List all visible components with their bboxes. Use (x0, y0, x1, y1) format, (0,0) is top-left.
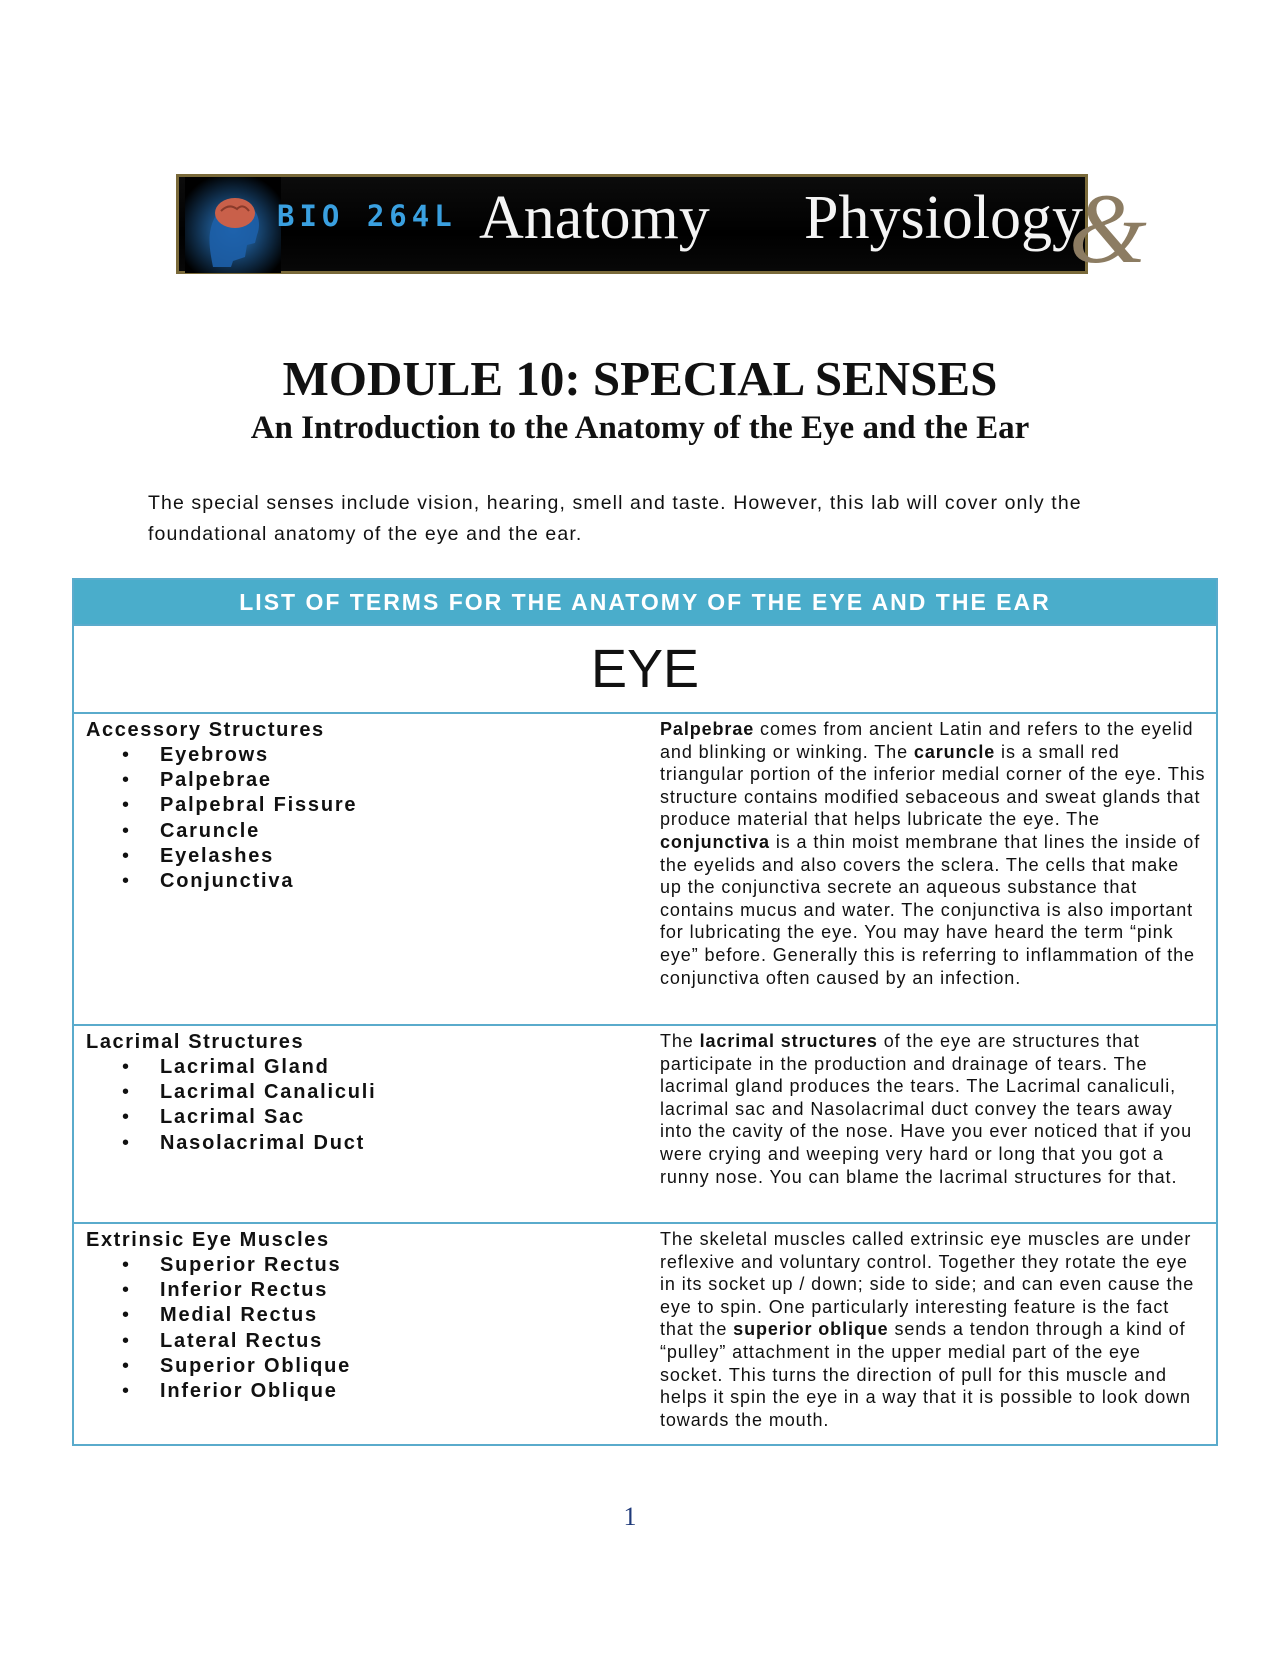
table-row (74, 1024, 1216, 1222)
desc-text: sends a tendon through a kind of “pulley” attachment in the upper medial part of the eye socket. This turns the direction of pull for this muscle and helps it spin the eye in a way that it is possible to look down towards the mouth. (660, 1319, 1191, 1430)
desc-text: The skeletal muscles called extrinsic eye muscles are under reflexive and voluntary control. Together they rotate the eye in its socket up / down; side to side; and can even cause the eye to spin. One particularly interesting feature is the fact that the (660, 1229, 1195, 1340)
list-item: • Inferior Oblique (86, 1379, 644, 1404)
list-item: • Superior Oblique (86, 1354, 644, 1379)
table-row (74, 712, 1216, 1024)
term-list (86, 743, 644, 894)
list-item: • Nasolacrimal Duct (86, 1131, 644, 1156)
list-item: • Lateral Rectus (86, 1329, 644, 1354)
list-item: • Eyelashes (86, 844, 644, 869)
desc-text: caruncle (913, 741, 996, 762)
list-item: • Medial Rectus (86, 1303, 644, 1328)
list-item: • Inferior Rectus (86, 1278, 644, 1303)
desc-text: conjunctiva (660, 831, 770, 852)
page-number: 1 (623, 1502, 637, 1531)
brain-head-logo-icon (185, 177, 281, 273)
description-cell (644, 714, 1216, 1024)
group-title: Lacrimal Structures (86, 1031, 305, 1053)
banner-title-anatomy: Anatomy (479, 184, 710, 252)
desc-text: is a thin moist membrane that lines the inside of the eyelids and also covers the sclera. The cells that make up the conjunctiva secrete an aqueous substance that contains mucus and water. The conjunctiva is also important for lubricating the eye. You may have heard the term “pink eye” before. Generally this is referring to inflammation of the conjunctiva often caused by an infection. (660, 831, 1201, 988)
desc-text: of the eye are structures that participate in the production and drainage of tears. The lacrimal gland produces the tears. The Lacrimal canaliculi, lacrimal sac and Nasolacrimal duct convey the tears away into the cavity of the nose. Have you ever noticed that if you were crying and weeping very hard or long that you got a runny nose. You can blame the lacrimal structures for that. (660, 1031, 1193, 1187)
desc-text: The (660, 1031, 700, 1051)
banner-ampersand: & (1069, 173, 1147, 284)
terms-list-cell (74, 1026, 644, 1222)
course-code: BIO 264L (277, 199, 457, 233)
terms-list-cell (74, 1224, 644, 1444)
list-item: • Eyebrows (86, 743, 644, 768)
term-list (86, 1055, 644, 1156)
group-title: Extrinsic Eye Muscles (86, 1229, 330, 1251)
table-row (74, 1222, 1216, 1444)
desc-text: is a small red triangular portion of the inferior medial corner of the eye. This structure contains modified sebaceous and sweat glands that produce material that helps lubricate the eye. The (660, 741, 1206, 830)
list-item: • Palpebrae (86, 768, 644, 793)
list-item: • Caruncle (86, 819, 644, 844)
banner-title-physiology: Physiology (804, 184, 1084, 252)
section-heading-eye: EYE (74, 624, 1216, 712)
list-item: • Conjunctiva (86, 869, 644, 894)
list-item: • Lacrimal Canaliculi (86, 1080, 644, 1105)
list-item: • Superior Rectus (86, 1253, 644, 1278)
group-title: Accessory Structures (86, 719, 325, 741)
intro-paragraph: The special senses include vision, hearing, smell and taste. However, this lab will cover only the foundational anatomy of the eye and the ear. (148, 492, 1082, 545)
description-cell (644, 1224, 1216, 1444)
desc-text: comes from ancient Latin and refers to the eyelid and blinking or winking. The (660, 719, 1194, 762)
description-cell (644, 1026, 1216, 1222)
desc-text: lacrimal structures (699, 1031, 878, 1051)
course-banner (176, 173, 1147, 284)
list-item: • Lacrimal Gland (86, 1055, 644, 1080)
desc-text: superior oblique (733, 1319, 889, 1340)
term-list (86, 1253, 644, 1404)
terms-table-header: LIST OF TERMS FOR THE ANATOMY OF THE EYE AND THE EAR (74, 580, 1216, 624)
module-subtitle: An Introduction to the Anatomy of the Eye and the Ear (250, 410, 1030, 446)
desc-text: Palpebrae (660, 719, 755, 739)
terms-table (72, 578, 1218, 1446)
module-title: MODULE 10: SPECIAL SENSES (282, 351, 998, 406)
list-item: • Lacrimal Sac (86, 1105, 644, 1130)
terms-list-cell (74, 714, 644, 1024)
list-item: • Palpebral Fissure (86, 793, 644, 818)
